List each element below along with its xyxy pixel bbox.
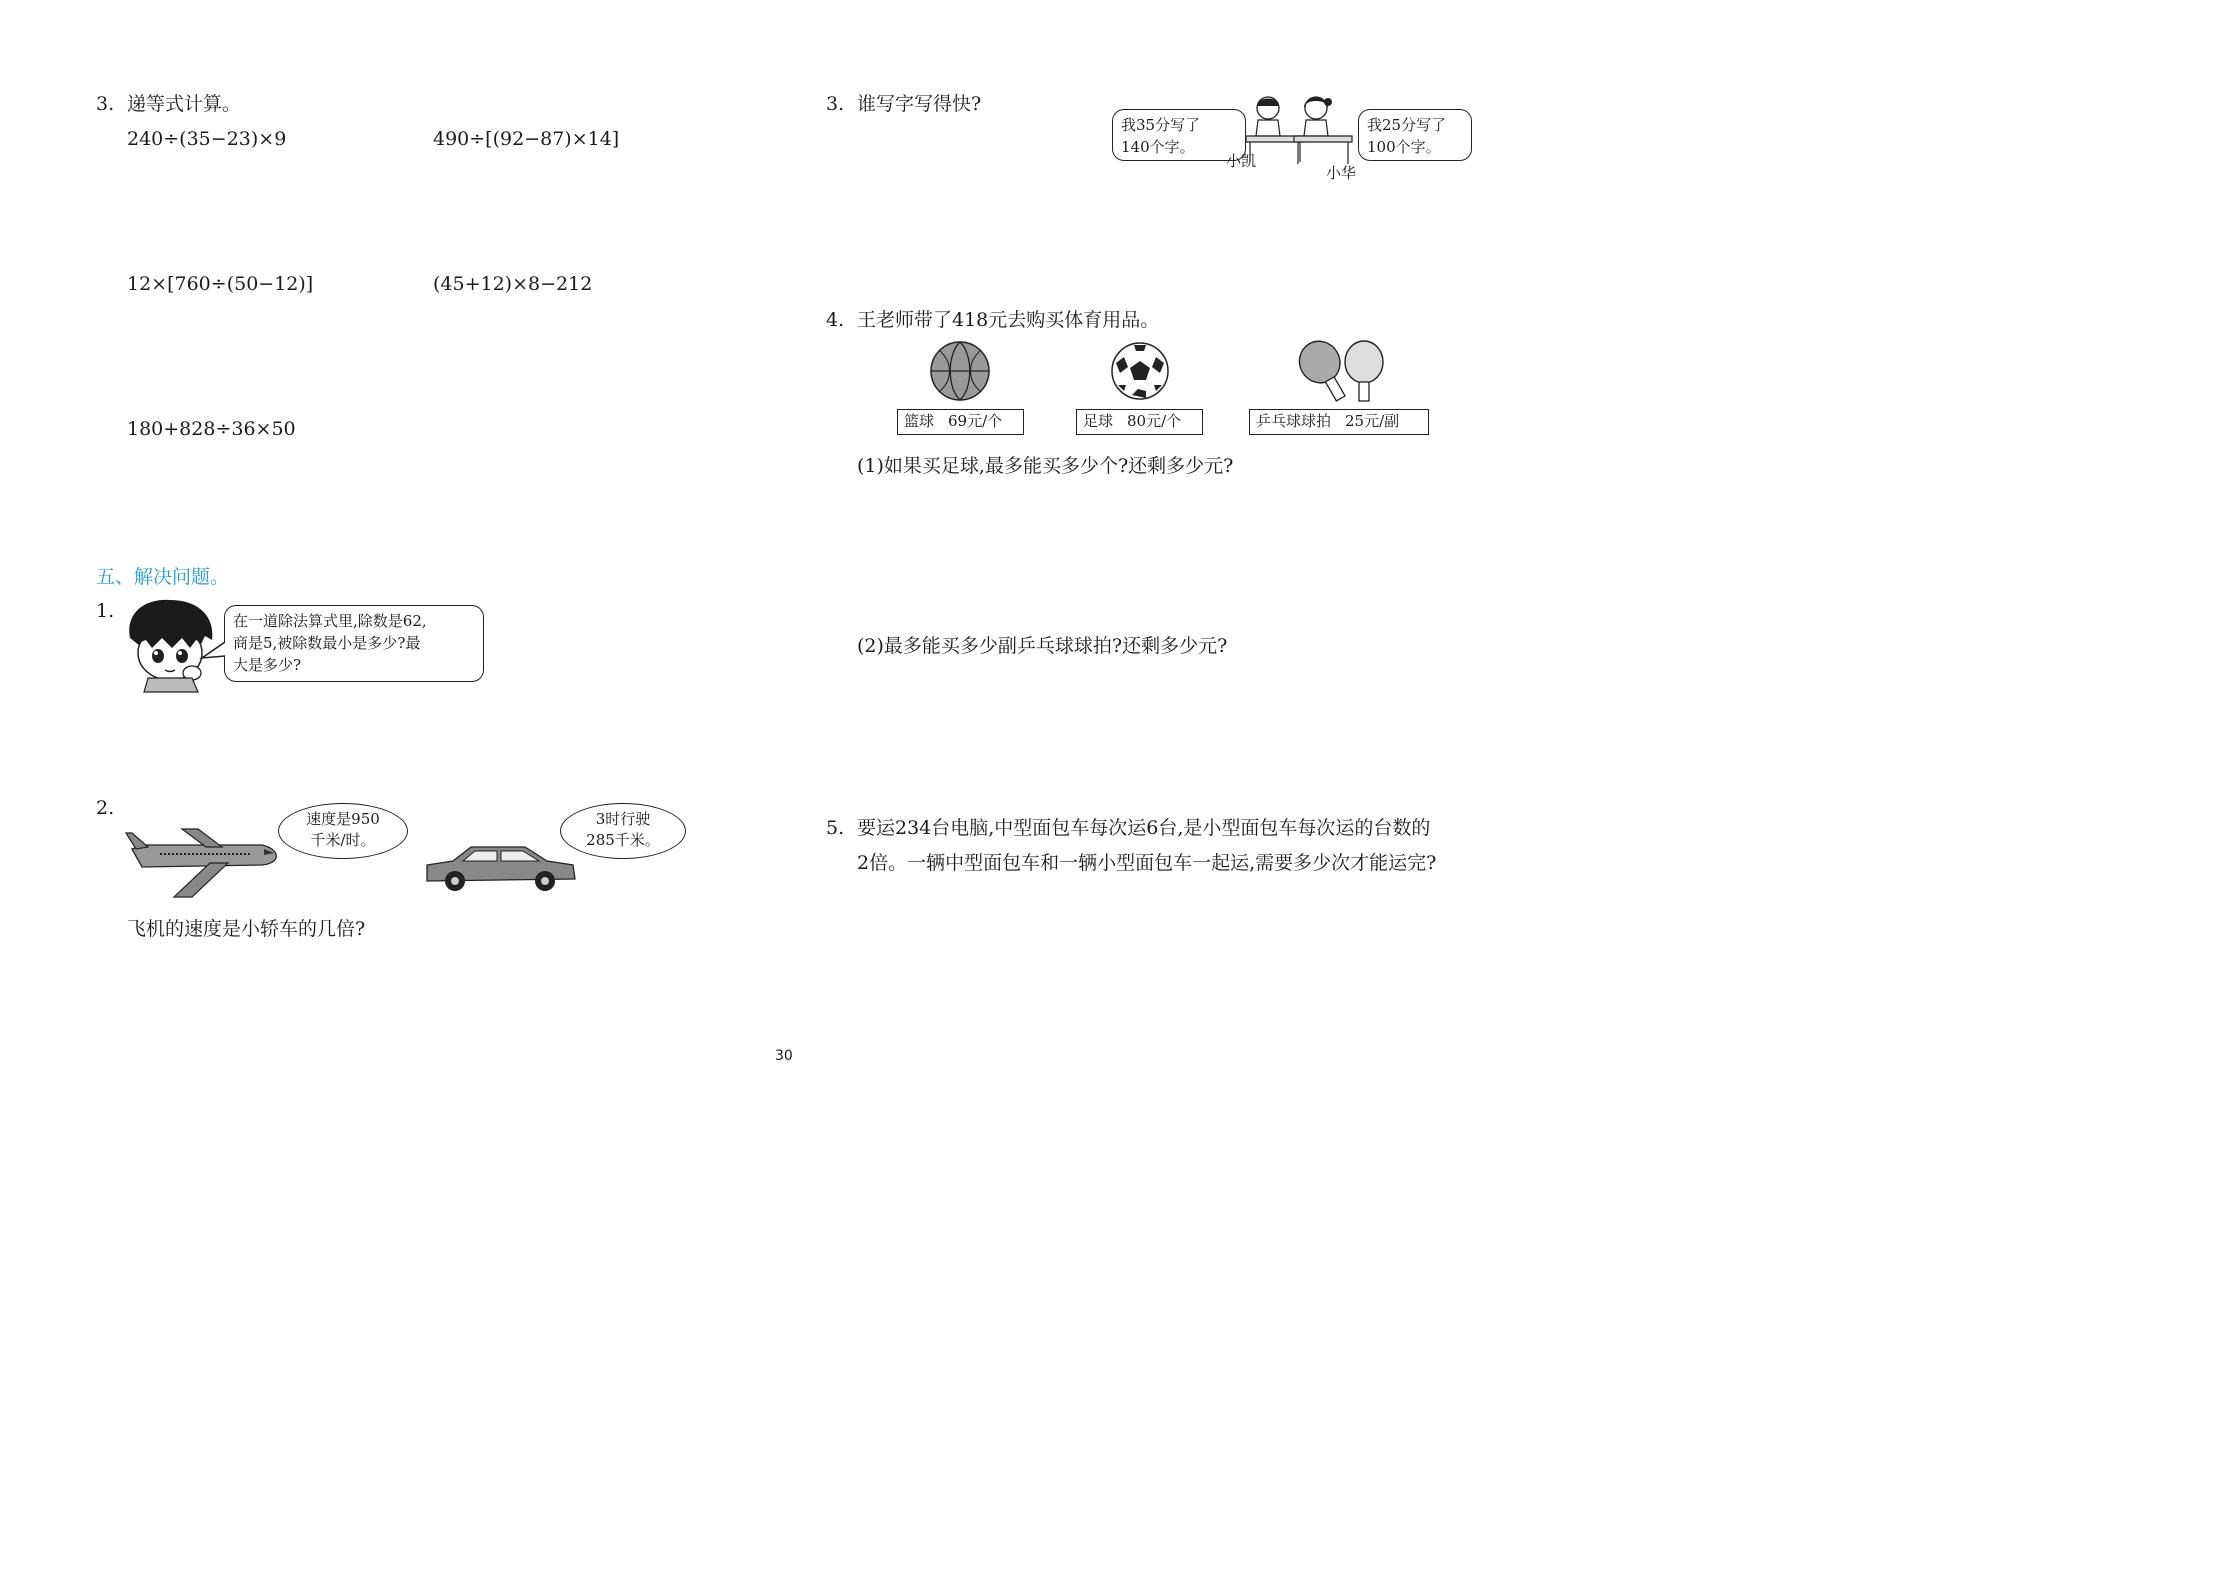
car-bubble-line-1: 3时行驶 (595, 810, 651, 828)
xiaohua-bubble-line-2: 100个字。 (1367, 138, 1441, 156)
problem-1-bubble (224, 605, 484, 682)
paddles-price: 25元/副 (1345, 412, 1400, 430)
basketball-price: 69元/个 (948, 412, 1003, 430)
left-q3-number: 3. (96, 93, 115, 115)
xiaokai-bubble-line-2: 140个字。 (1121, 138, 1195, 156)
problem-1-bubble-tail (200, 640, 230, 664)
problem-1-bubble-line-2: 商是5,被除数最小是多少?最 (233, 634, 421, 652)
plane-bubble-line-1: 速度是950 (306, 810, 380, 828)
soccer-label: 足球 (1083, 412, 1114, 430)
expression-4: (45+12)×8−212 (433, 273, 593, 295)
problem-1-number: 1. (96, 600, 115, 622)
xiaohua-bubble (1358, 109, 1472, 161)
soccer-ball-icon (1110, 341, 1170, 401)
problem-2-number: 2. (96, 797, 115, 819)
problem-2-question: 飞机的速度是小轿车的几倍? (127, 918, 366, 940)
ping-pong-paddles-icon (1290, 340, 1390, 402)
xiaohua-bubble-line-1: 我25分写了 (1367, 116, 1447, 134)
xiaokai-bubble-line-1: 我35分写了 (1121, 116, 1201, 134)
problem-1-bubble-line-3: 大是多少? (233, 656, 302, 674)
page-number: 30 (775, 1048, 793, 1064)
car-bubble-line-2: 285千米。 (586, 831, 660, 849)
price-tag-soccer (1076, 409, 1203, 435)
expression-2: 490÷[(92−87)×14] (433, 128, 620, 150)
paddles-label: 乒乓球球拍 (1256, 412, 1332, 430)
problem-1-bubble-line-1: 在一道除法算式里,除数是62, (233, 612, 427, 630)
xiaokai-name: 小凯 (1226, 152, 1257, 170)
right-q4-title: 王老师带了418元去购买体育用品。 (857, 309, 1160, 331)
q4-sub-question-1: (1)如果买足球,最多能买多少个?还剩多少元? (857, 455, 1234, 477)
right-q5-line-2: 2倍。一辆中型面包车和一辆小型面包车一起运,需要多少次才能运完? (857, 852, 1437, 874)
left-q3-title: 递等式计算。 (127, 93, 242, 115)
airplane-illustration (122, 825, 282, 900)
car-speech-bubble (560, 803, 686, 859)
price-tag-basketball (897, 409, 1024, 435)
right-q4-number: 4. (826, 309, 845, 331)
right-q5-number: 5. (826, 817, 845, 839)
price-tag-paddles (1249, 409, 1429, 435)
car-illustration (423, 843, 578, 893)
plane-speech-bubble (278, 803, 408, 859)
q4-sub-question-2: (2)最多能买多少副乒乓球球拍?还剩多少元? (857, 635, 1228, 657)
right-q3-title: 谁写字写得快? (857, 93, 982, 115)
plane-bubble-line-2: 千米/时。 (310, 831, 376, 849)
basketball-label: 篮球 (904, 412, 935, 430)
right-q5-line-1: 要运234台电脑,中型面包车每次运6台,是小型面包车每次运的台数的 (857, 817, 1431, 839)
soccer-price: 80元/个 (1127, 412, 1182, 430)
basketball-icon (929, 340, 991, 402)
expression-5: 180+828÷36×50 (127, 418, 296, 440)
right-q3-number: 3. (826, 93, 845, 115)
expression-1: 240÷(35−23)×9 (127, 128, 287, 150)
section-5-title: 五、解决问题。 (96, 566, 230, 588)
expression-3: 12×[760÷(50−12)] (127, 273, 314, 295)
xiaohua-name: 小华 (1326, 164, 1357, 182)
